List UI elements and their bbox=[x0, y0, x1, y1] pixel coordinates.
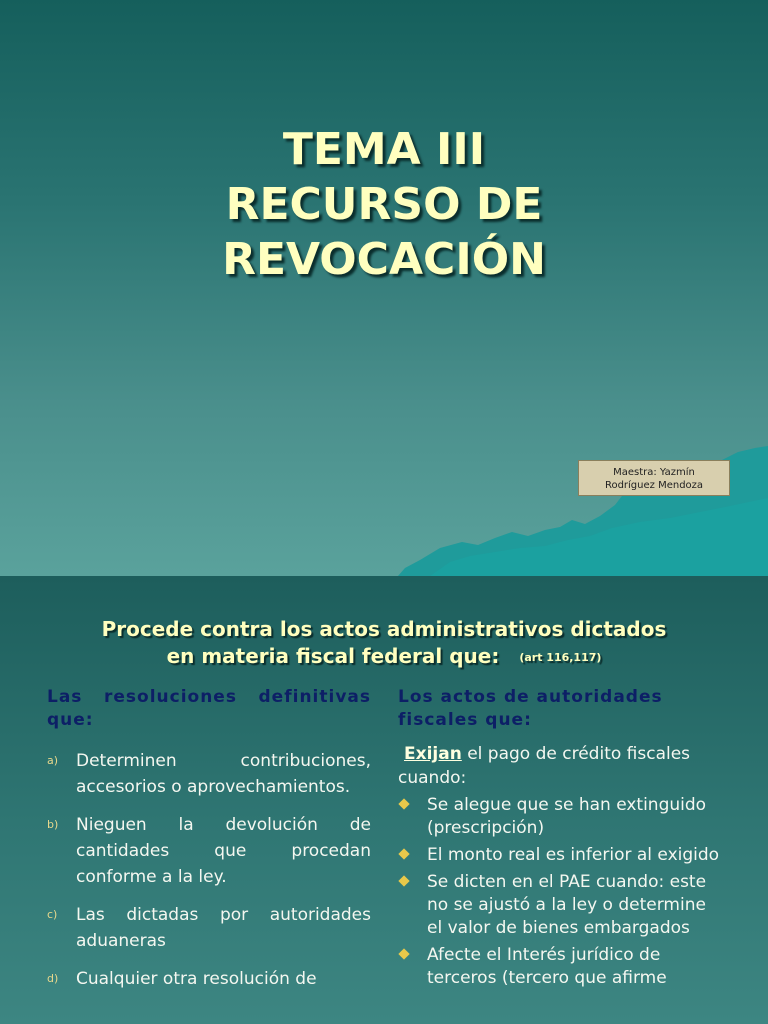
left-subheading: Las resoluciones definitivas que: bbox=[47, 687, 371, 730]
article-reference: (art 116,117) bbox=[519, 651, 602, 664]
bullet-text: Se alegue que se han extinguido (prescripción) bbox=[427, 795, 707, 838]
bullet-item bbox=[398, 871, 722, 940]
list-marker: d) bbox=[47, 972, 59, 985]
bullet-item bbox=[398, 844, 722, 867]
list-text: Nieguen la devolución de cantidades que procedan conforme a la ley. bbox=[76, 815, 371, 887]
list-text: Las dictadas por autoridades aduaneras bbox=[76, 905, 371, 951]
list-marker: b) bbox=[47, 818, 59, 831]
list-text: Cualquier otra resolución de bbox=[76, 969, 317, 989]
slide-heading bbox=[0, 616, 768, 671]
list-text: Determinen contribuciones, accesorios o aprovechamientos. bbox=[76, 751, 371, 797]
list-item bbox=[47, 966, 371, 992]
diamond-bullet-icon bbox=[398, 875, 409, 886]
author-sign bbox=[578, 460, 730, 496]
heading-line: Procede contra los actos administrativos dictados bbox=[101, 617, 667, 641]
title-line: RECURSO DE bbox=[225, 179, 543, 230]
left-column bbox=[47, 686, 371, 992]
intro-rest: el pago de crédito fiscales cuando: bbox=[398, 744, 691, 788]
sign-line: Rodríguez Mendoza bbox=[604, 480, 704, 491]
title-line: REVOCACIÓN bbox=[222, 234, 546, 285]
heading-text: en materia fiscal federal que: bbox=[166, 644, 500, 668]
content-slide bbox=[0, 576, 768, 1024]
bullet-text: Se dicten en el PAE cuando: este no se ajustó a la ley o determine el valor de bienes embargados bbox=[427, 872, 707, 938]
list-item bbox=[47, 748, 371, 800]
list-item bbox=[47, 902, 371, 954]
diamond-bullet-icon bbox=[398, 848, 409, 859]
right-subheading: Los actos de autoridades fiscales que: bbox=[398, 687, 663, 730]
sign-line: Maestra: Yazmín bbox=[613, 467, 695, 478]
bullet-item bbox=[398, 794, 722, 840]
list-marker: a) bbox=[47, 754, 59, 767]
intro-text bbox=[398, 742, 722, 790]
bullet-text: Afecte el Interés jurídico de terceros (tercero que afirme bbox=[427, 945, 667, 988]
bullet-item bbox=[398, 944, 722, 990]
diamond-bullet-icon bbox=[398, 948, 409, 959]
bullet-text: El monto real es inferior al exigido bbox=[427, 845, 720, 865]
intro-keyword: Exijan bbox=[404, 744, 462, 764]
title-line: TEMA III bbox=[282, 124, 486, 175]
list-item bbox=[47, 812, 371, 890]
list-marker: c) bbox=[47, 908, 58, 921]
diamond-bullet-icon bbox=[398, 798, 409, 809]
heading-line bbox=[0, 643, 768, 671]
right-column bbox=[398, 686, 722, 990]
slide-title bbox=[0, 122, 768, 287]
